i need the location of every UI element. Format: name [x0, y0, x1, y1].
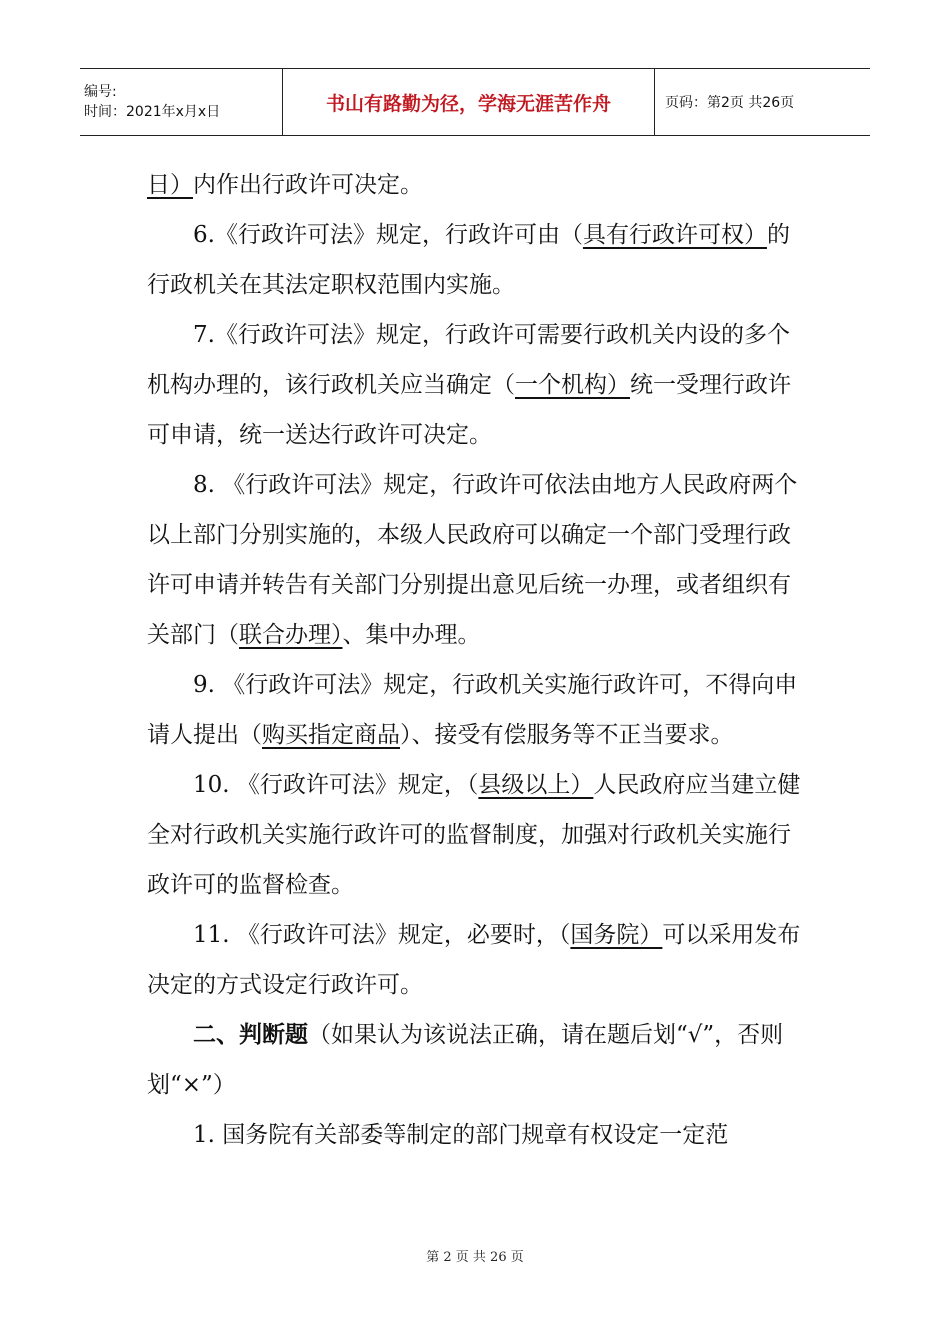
question-text: 可以采用发布决定的方式设定行政许可。 [147, 922, 801, 998]
section-title: 二、判断题 [193, 1022, 308, 1048]
paragraph-text: 内作出行政许可决定。 [193, 172, 423, 198]
question-text: 统一受理行政许可申请，统一送达行政许可决定。 [147, 372, 791, 448]
answer-blank: 一个机构） [515, 372, 630, 398]
question-text: 7.《行政许可法》规定，行政许可需要行政机关内设的多个机构办理的，该行政机关应当确定（ [147, 322, 790, 398]
page-info-text: 页码：第2页 共26页 [665, 95, 795, 111]
paragraph-continuation [147, 160, 807, 210]
question-text: 、集中办理。 [342, 622, 481, 648]
header-page-info [655, 69, 870, 135]
judgment-1 [147, 1110, 807, 1160]
answer-blank: 日） [147, 172, 193, 198]
question-text: ）、接受有偿服务等不正当要求。 [400, 722, 734, 748]
question-7 [147, 310, 807, 460]
question-text: 9. 《行政许可法》规定，行政机关实施行政许可，不得向申请人提出（ [147, 672, 798, 748]
motto-text: 书山有路勤为径，学海无涯苦作舟 [325, 92, 611, 115]
answer-blank: 联合办理） [239, 622, 343, 648]
question-9 [147, 660, 807, 760]
date-label: 时间：2021年x月x日 [84, 104, 221, 120]
question-11 [147, 910, 807, 1010]
header-motto [283, 69, 655, 135]
answer-blank: 国务院） [570, 922, 663, 948]
answer-blank: 购买指定商品 [262, 722, 400, 748]
header-meta [80, 69, 283, 135]
question-text: 的行政机关在其法定职权范围内实施。 [147, 222, 790, 298]
question-text: 6.《行政许可法》规定，行政许可由（ [193, 222, 583, 248]
section-heading [147, 1010, 807, 1110]
section-note: （如果认为该说法正确，请在题后划“√”，否则划“×”） [147, 1022, 784, 1098]
question-10 [147, 760, 807, 910]
question-text: 人民政府应当建立健全对行政机关实施行政许可的监督制度，加强对行政机关实施行政许可的监督检查。 [147, 772, 801, 898]
answer-blank: 县级以上） [478, 772, 594, 798]
number-label: 编号: [84, 84, 117, 100]
document-body [147, 160, 807, 1160]
answer-blank: 具有行政许可权） [582, 222, 767, 248]
question-8 [147, 460, 807, 660]
question-6 [147, 210, 807, 310]
question-text: 8. 《行政许可法》规定，行政许可依法由地方人民政府两个以上部门分别实施的，本级人民政府可以确定一个部门受理行政许可申请并转告有关部门分别提出意见后统一办理，或者组织有关部门（ [147, 472, 798, 648]
question-text: 10. 《行政许可法》规定，（ [193, 772, 479, 798]
header-table [80, 68, 870, 136]
question-text: 11. 《行政许可法》规定，必要时，（ [193, 922, 571, 948]
question-text: 1. 国务院有关部委等制定的部门规章有权设定一定范 [193, 1122, 729, 1148]
footer-page-number: 第 2 页 共 26 页 [426, 1250, 524, 1265]
page-footer [0, 1246, 950, 1265]
